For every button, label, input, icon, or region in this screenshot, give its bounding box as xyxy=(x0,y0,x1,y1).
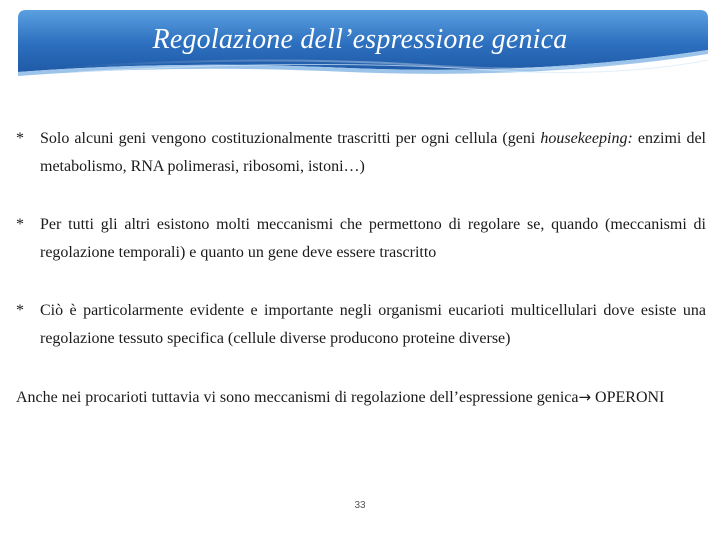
closing-conclusion: OPERONI xyxy=(595,389,665,406)
bullet-text-continued: enzimi del metabolismo, RNA polimerasi, ribosomi, istoni…) xyxy=(40,130,706,175)
slide-body xyxy=(16,125,706,412)
title-banner xyxy=(18,10,708,76)
closing-text: Anche nei procarioti tuttavia vi sono meccanismi di regolazione dell’espressione genica xyxy=(16,389,579,406)
bullet-item xyxy=(16,125,706,181)
page-number: 33 xyxy=(354,500,366,511)
bullet-text: Per tutti gli altri esistono molti meccanismi che permettono di regolare se, quando (meccanismi di regolazione temporali) e quanto un gene deve essere trascritto xyxy=(40,216,706,261)
bullet-emphasis: housekeeping: xyxy=(540,130,633,147)
bullet-marker: * xyxy=(16,130,24,147)
bullet-text: Ciò è particolarmente evidente e importante negli organismi eucarioti multicellulari dove esiste una regolazione tessuto specifica (cellule diverse producono proteine diverse) xyxy=(40,302,706,347)
bullet-marker: * xyxy=(16,302,24,319)
right-arrow-icon: → xyxy=(578,388,592,406)
bullet-marker: * xyxy=(16,216,24,233)
bullet-text: Solo alcuni geni vengono costituzionalmente trascritti per ogni cellula (geni xyxy=(40,130,541,147)
bullet-item xyxy=(16,297,706,353)
closing-paragraph xyxy=(16,383,706,412)
slide-title: Regolazione dell’espressione genica xyxy=(152,24,568,55)
bullet-item xyxy=(16,211,706,267)
